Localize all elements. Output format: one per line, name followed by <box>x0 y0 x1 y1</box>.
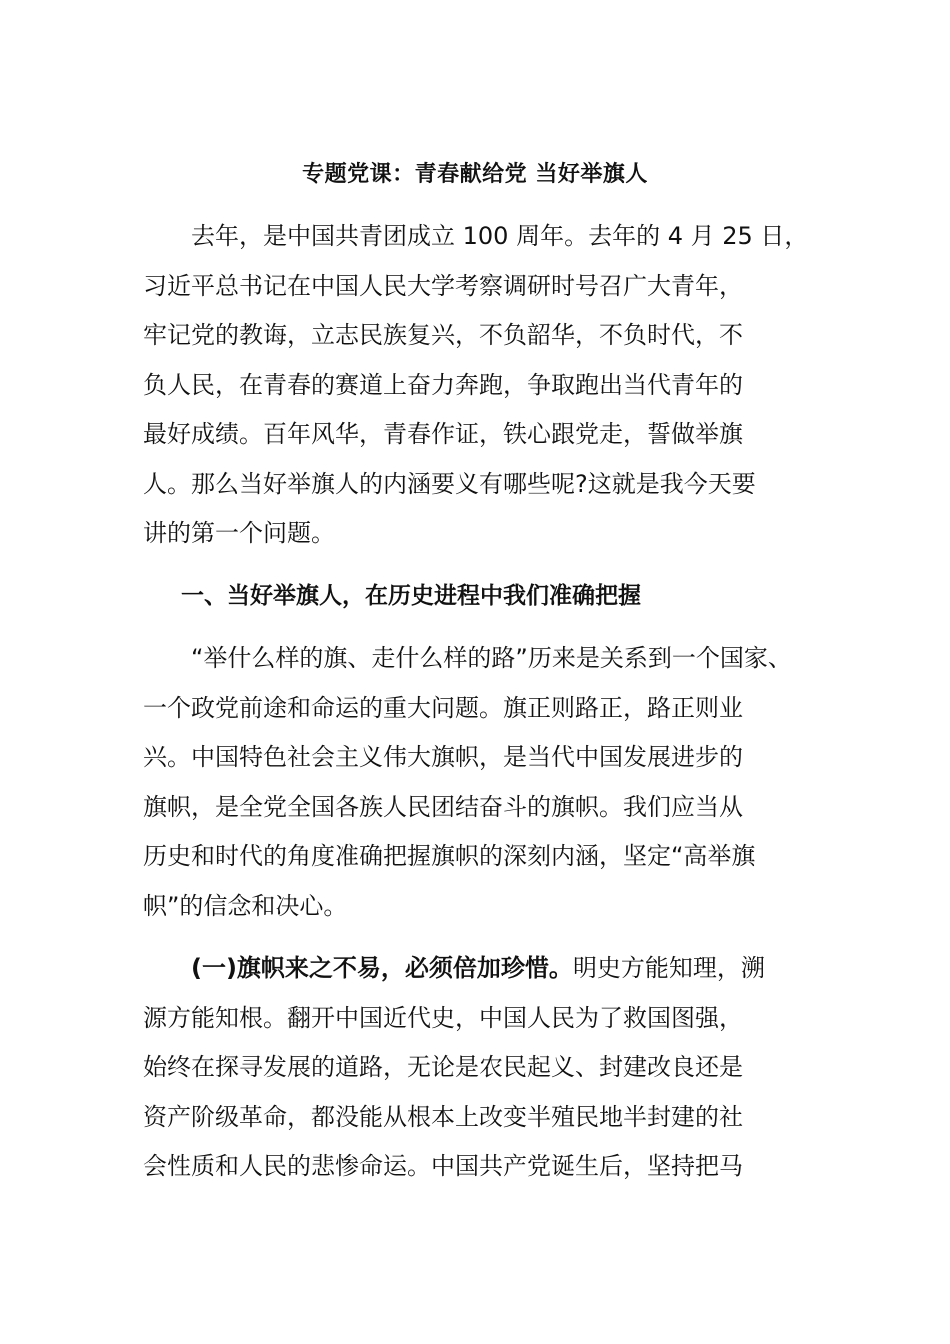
paragraph-text: 明史方能知理，溯 <box>572 954 765 982</box>
paragraph-line: 牢记党的教诲，立志民族复兴，不负韶华，不负时代，不 <box>143 321 743 349</box>
paragraph-line: 一个政党前途和命运的重大问题。旗正则路正，路正则业 <box>143 693 743 722</box>
paragraph-line: 旗帜，是全党全国各族人民团结奋斗的旗帜。我们应当从 <box>143 792 743 821</box>
paragraph-line: 会性质和人民的悲惨命运。中国共产党诞生后，坚持把马 <box>143 1152 743 1180</box>
paragraph-2 <box>143 634 823 931</box>
paragraph-line: 人。那么当好举旗人的内涵要义有哪些呢?这就是我今天要 <box>143 469 756 498</box>
paragraph-line: 历史和时代的角度准确把握旗帜的深刻内涵，坚定“高举旗 <box>143 842 756 870</box>
paragraph-1 <box>143 212 823 559</box>
document-title: 专题党课：青春献给党 当好举旗人 <box>302 162 648 187</box>
paragraph-line: “举什么样的旗、走什么样的路”历来是关系到一个国家、 <box>143 644 792 672</box>
subsection-lead: (一)旗帜来之不易，必须倍加珍惜。 <box>143 954 573 982</box>
paragraph-line <box>143 944 823 994</box>
paragraph-line: 资产阶级革命，都没能从根本上改变半殖民地半封建的社 <box>143 1102 743 1131</box>
paragraph-line: 始终在探寻发展的道路，无论是农民起义、封建改良还是 <box>143 1053 743 1081</box>
paragraph-3 <box>143 944 823 1192</box>
paragraph-line: 源方能知根。翻开中国近代史，中国人民为了救国图强， <box>143 1003 743 1032</box>
paragraph-line: 兴。中国特色社会主义伟大旗帜，是当代中国发展进步的 <box>143 743 743 771</box>
section-heading-1: 一、当好举旗人，在历史进程中我们准确把握 <box>181 583 641 609</box>
paragraph-line: 负人民，在青春的赛道上奋力奔跑，争取跑出当代青年的 <box>143 370 743 399</box>
paragraph-line: 习近平总书记在中国人民大学考察调研时号召广大青年， <box>143 271 743 300</box>
paragraph-line: 去年，是中国共青团成立 100 周年。去年的 4 月 25 日， <box>143 222 809 250</box>
paragraph-line: 最好成绩。百年风华，青春作证，铁心跟党走，誓做举旗 <box>143 420 743 448</box>
paragraph-line: 讲的第一个问题。 <box>143 519 335 547</box>
paragraph-line: 帜”的信念和决心。 <box>143 891 348 920</box>
